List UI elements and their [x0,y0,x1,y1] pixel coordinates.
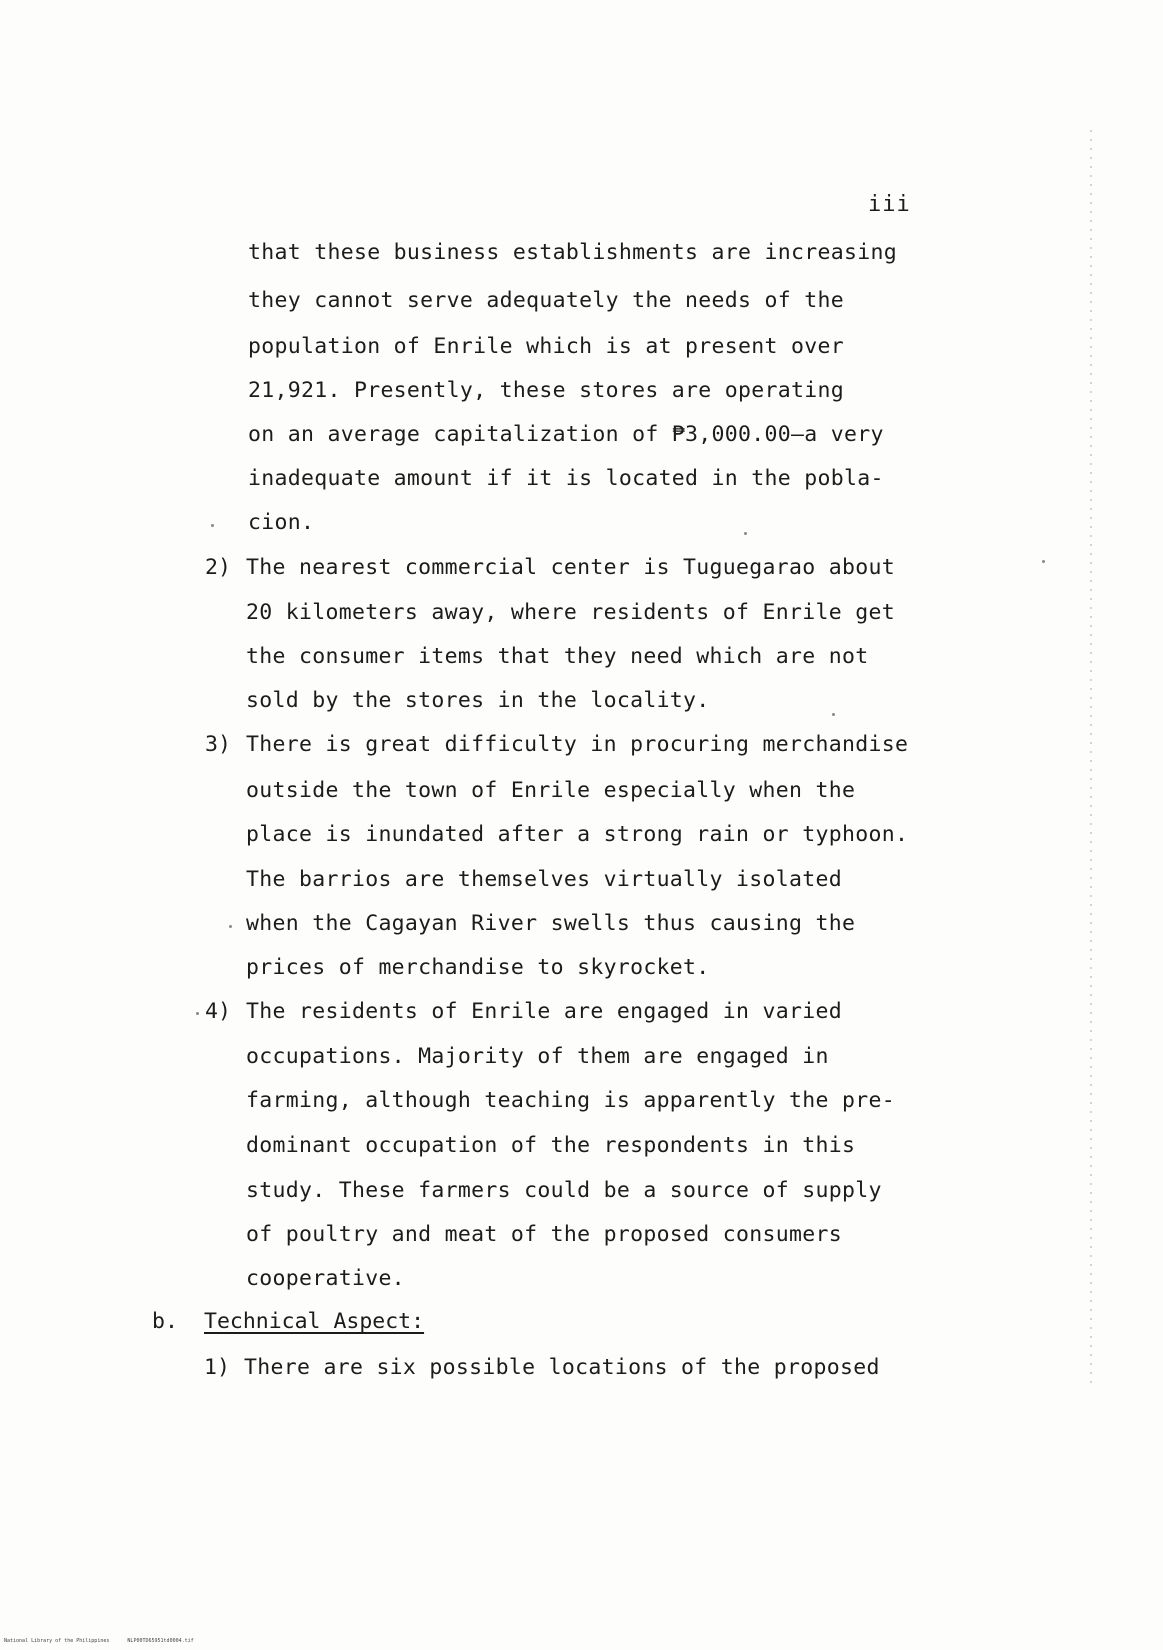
text-line: that these business establishments are increasing [248,240,897,265]
scan-speck [229,925,232,928]
text-line: sold by the stores in the locality. [246,688,710,713]
scan-footer [4,1638,194,1644]
text-line: dominant occupation of the respondents in this [246,1133,856,1158]
text-line: inadequate amount if it is located in the pobla- [248,466,884,491]
item-marker: 3) [205,732,231,757]
scan-margin-noise [1090,130,1092,1390]
scan-speck [1042,560,1045,563]
scan-speck [832,713,835,716]
text-line: The residents of Enrile are engaged in varied [246,999,842,1024]
item-marker: 1) [204,1355,230,1380]
text-line: farming, although teaching is apparently the pre- [246,1088,895,1113]
text-line: occupations. Majority of them are engaged in [246,1044,829,1069]
text-line: they cannot serve adequately the needs of the [248,288,844,313]
text-line: of poultry and meat of the proposed consumers [246,1222,842,1247]
text-line: prices of merchandise to skyrocket. [246,955,710,980]
scan-speck [744,532,747,535]
text-line: 21,921. Presently, these stores are operating [248,378,844,403]
text-line: 20 kilometers away, where residents of Enrile get [246,600,895,625]
section-letter: b. [152,1309,178,1334]
text-line: There are six possible locations of the proposed [244,1355,880,1380]
text-line: place is inundated after a strong rain or typhoon. [246,822,909,847]
scan-speck [211,524,214,527]
item-marker: 4) [205,999,231,1024]
text-line: outside the town of Enrile especially when the [246,778,856,803]
footer-file: NLP00TD65951td0004.tif [127,1638,194,1644]
text-line: The barrios are themselves virtually isolated [246,867,842,892]
scan-speck [196,1012,199,1015]
text-line: study. These farmers could be a source of supply [246,1178,882,1203]
text-line: cion. [248,510,315,535]
page-number: iii [868,192,911,217]
text-line: population of Enrile which is at present over [248,334,844,359]
text-line: cooperative. [246,1266,405,1291]
text-line: when the Cagayan River swells thus causing the [246,911,856,936]
item-marker: 2) [205,555,231,580]
text-line: There is great difficulty in procuring merchandise [246,732,909,757]
text-line: The nearest commercial center is Tuguegarao about [246,555,895,580]
text-line: the consumer items that they need which are not [246,644,869,669]
footer-library: National Library of the Philippines [4,1638,110,1644]
section-heading: Technical Aspect: [204,1309,425,1334]
text-line: on an average capitalization of ₱3,000.00—a very [248,422,884,447]
